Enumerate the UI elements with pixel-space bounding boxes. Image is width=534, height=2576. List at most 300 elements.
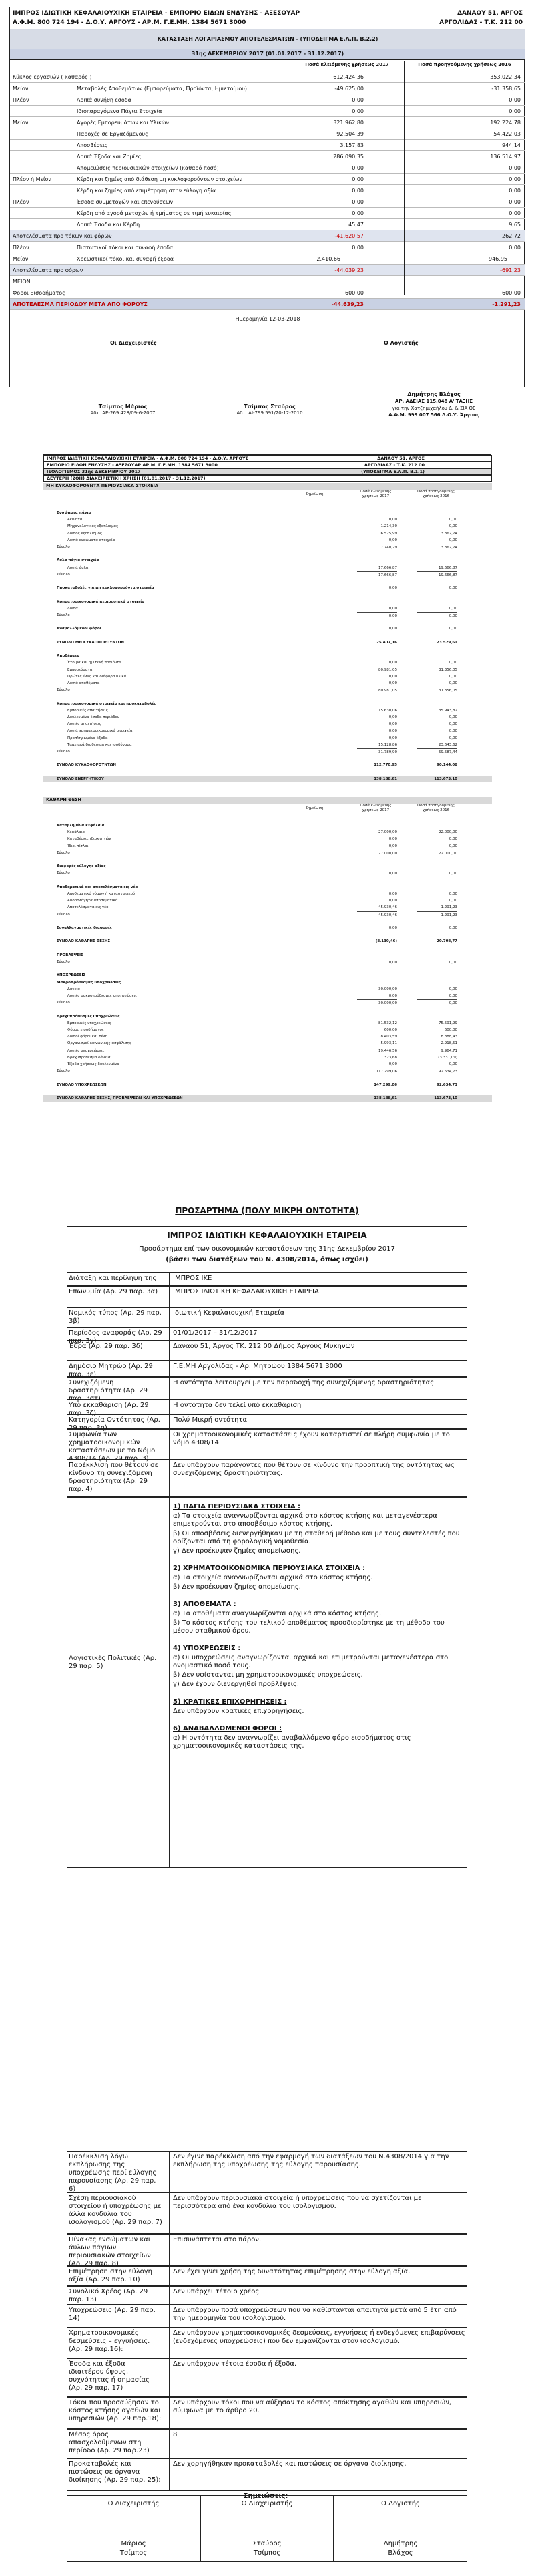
appendix-key: Μέσος όρος απασχολούμενων στη περίοδο (Αρ. 29 παρ.23) (69, 2431, 150, 2454)
statement-title: ΚΑΤΑΣΤΑΣΗ ΛΟΓΑΡΙΑΣΜΟΥ ΑΠΟΤΕΛΕΣΜΑΤΩΝ - (ΥΠΟΔΕΙΓΜΑ Ε.Λ.Π. Β.2.2) (10, 29, 525, 50)
balance-value-2016: 0,00 (449, 736, 457, 740)
appendix-value: Δεν υπάρχουν τέτοια έσοδα ή έξοδα. (173, 2360, 297, 2368)
income-row (10, 128, 525, 140)
income-row (10, 151, 525, 162)
income-row (10, 208, 525, 219)
appendix-value: Δαναού 51, Άργος ΤΚ. 212 00 Δήμος Άργους Μυκηνών (173, 1343, 355, 1350)
balance-label: Προπληρωμένα έξοδα (67, 736, 108, 740)
balance-label: Αφορολόγητα αποθεματικά (67, 899, 118, 903)
appendix-row (67, 2327, 467, 2358)
balance-value-2016: 0,00 (449, 837, 457, 842)
value-2016: 136.514,97 (490, 154, 521, 160)
balance-value-2016: 0,00 (449, 715, 457, 719)
balance-value-2017: 0,00 (388, 722, 397, 727)
appendix-header (67, 1226, 467, 1273)
balance-value-2017: -45.930,46 (357, 911, 397, 919)
income-statement (9, 7, 525, 387)
appendix-value: ΙΜΠΡΟΣ ΙΔΙΩΤΙΚΗ ΚΕΦΑΛΑΙΟΥΧΙΚΗ ΕΤΑΙΡΕΙΑ (173, 1288, 319, 1295)
balance-row (43, 693, 492, 700)
appendix-value: ΙΜΠΡΟΣ ΙΚΕ (173, 1275, 212, 1282)
appendix-row (67, 1286, 467, 1307)
col-header-2016: Ποσά προηγούμενης χρήσεως 2016 (418, 62, 511, 67)
balance-value-2017: 27.000,00 (357, 850, 397, 857)
value-2017: 45,47 (348, 222, 364, 228)
balance-row (43, 1040, 492, 1047)
divider (404, 61, 405, 295)
divider (169, 1361, 170, 1376)
balance-value-2016: 19.666,87 (439, 565, 457, 570)
balance-value-2016: 0,00 (449, 538, 457, 542)
income-row (10, 174, 525, 185)
appendix-value: Η οντότητα δεν τελεί υπό εκκαθάριση (173, 1402, 302, 1409)
bs-col-2017-2: Ποσά κλειόμενης χρήσεως 2017 (360, 804, 392, 812)
value-2016: 0,00 (509, 108, 521, 114)
appendix-row (67, 1429, 467, 1460)
row-description: Ιδιοπαραγόμενα Πάγια Στοιχεία (77, 108, 162, 114)
company-name: ΙΜΠΡΟΣ ΙΔΙΩΤΙΚΗ ΚΕΦΑΛΑΙΟΥΧΙΚΗ ΕΤΑΙΡΕΙΑ - ΕΜΠΟΡΙΟ ΕΙΔΩΝ ΕΝΔΥΣΗΣ - ΑΞΕΣΟΥΑΡ (13, 10, 300, 17)
bs-col-2016: Ποσά προηγούμενης χρήσεως 2016 (417, 490, 455, 498)
row-label: Μείον (13, 120, 29, 126)
balance-label: Λοιπές υποχρεώσεις (67, 1048, 105, 1053)
value-2016: 946,95 (489, 256, 507, 262)
balance-row (43, 884, 492, 891)
balance-value-2016: 0,00 (449, 892, 457, 896)
signature-block (9, 389, 525, 453)
bs-address: ΔΑΝΑΟΥ 51, ΑΡΓΟΣ (377, 456, 425, 461)
balance-label: Λοιπά ενσώματα στοιχεία (67, 538, 115, 542)
value-2016: 0,00 (509, 210, 521, 216)
balance-value-2016: 0,00 (449, 926, 457, 930)
income-row (10, 265, 525, 276)
row-label: Πλέον (13, 245, 29, 251)
balance-value-2017: 25.407,16 (376, 640, 397, 645)
income-row (10, 230, 525, 242)
appendix-value: Η οντότητα λειτουργεί με την παραδοχή της συνεχιζόμενης δραστηριότητας (173, 1379, 435, 1386)
appendix-row (67, 1460, 467, 1497)
balance-row (43, 653, 492, 659)
value-2017: 286.090,35 (333, 154, 364, 160)
balance-row (43, 565, 492, 571)
balance-row (43, 1048, 492, 1054)
balance-row (43, 999, 492, 1006)
income-row (10, 196, 525, 208)
balance-value-2017: 0,00 (388, 994, 397, 998)
balance-value-2016: 0,00 (449, 627, 457, 631)
bs-activity: ΕΜΠΟΡΙΟ ΕΙΔΩΝ ΕΝΔΥΣΗΣ - ΑΞΕΣΟΥΑΡ ΑΡ.Μ. Γ.Ε.ΜΗ. 1384 5671 3000 (47, 462, 218, 468)
appendix-key: Επιμέτρηση στην εύλογη αξία (Αρ. 29 παρ. 10) (69, 2268, 152, 2283)
appendix-row (67, 2429, 467, 2458)
value-2016: 9,65 (509, 222, 521, 228)
balance-value-2017: 0,00 (388, 729, 397, 734)
balance-value-2016: 0,00 (449, 524, 457, 529)
income-row (10, 276, 525, 287)
appendix-key: Συμφωνία των χρηματοοικονομικών καταστάσεων με το Νόμο 4308/14 (Αρ. 29 παρ. 3) (69, 1431, 156, 1462)
balance-value-2017: 15.128,86 (378, 742, 397, 747)
divider (169, 1430, 170, 1459)
value-2016: 0,00 (509, 97, 521, 103)
row-description: Λοιπά Έξοδα και Ζημίες (77, 154, 142, 160)
balance-row (43, 625, 492, 632)
divider (169, 1341, 170, 1360)
balance-label: Λοιποί φόροι και τέλη (67, 1035, 108, 1039)
balance-label: Βραχυπρόθεσμες υποχρεώσεις (57, 1014, 120, 1019)
balance-label: Ίδιοι τίτλοι (67, 844, 89, 848)
balance-label: Συναλλαγματικές διαφορές (57, 926, 113, 930)
balance-label: ΣΥΝΟΛΟ ΚΑΘΑΡΗΣ ΘΕΣΗΣ (57, 939, 111, 944)
balance-value-2016: 92.634,73 (437, 1082, 457, 1087)
divider (169, 2287, 170, 2304)
balance-label: Βραχυπρόθεσμα δάνεια (67, 1055, 111, 1060)
balance-row (43, 1020, 492, 1027)
appendix-key: Σημειώσεις: (243, 2492, 288, 2500)
appendix-key: Συνολικό Χρέος (Αρ. 29 παρ. 13) (69, 2288, 148, 2303)
balance-value-2016: 75.591,99 (439, 1021, 457, 1025)
balance-label: Πρώτες ύλες και διάφορα υλικά (67, 674, 127, 679)
balance-row (43, 843, 492, 850)
appendix-row (67, 1273, 467, 1286)
balance-row (43, 836, 492, 842)
bs-title: ΙΣΟΛΟΓΙΣΜΟΣ 31ης ΔΕΚΕΜΒΡΙΟΥ 2017 (47, 469, 141, 474)
value-2017: -49.625,00 (334, 86, 364, 92)
balance-value-2017: 147.299,06 (374, 1082, 397, 1087)
appendix-value: 01/01/2017 – 31/12/2017 (173, 1329, 258, 1337)
divider (169, 1308, 170, 1327)
balance-row (43, 1033, 492, 1040)
balance-label: ΣΥΝΟΛΟ ΚΥΚΛΟΦΟΡΟΥΝΤΩΝ (57, 763, 116, 768)
signature-title: Ο Διαχειριστής (241, 2500, 293, 2507)
balance-label: ΥΠΟΧΡΕΩΣΕΙΣ (57, 973, 86, 978)
balance-row (43, 612, 492, 619)
balance-row (43, 1068, 492, 1074)
balance-label: Αποθεματικό νόμων ή καταστατικού (67, 892, 136, 896)
balance-row (43, 659, 492, 666)
policy-text: α) Η οντότητα δεν αναγνωρίζει αναβαλλόμενο φόρο εισοδήματος στις χρηματοοικονομικές καταστάσεις της. (173, 1734, 411, 1750)
appendix-value: Πολύ Μικρή οντότητα (173, 1416, 248, 1424)
balance-label: Έξοδα χρήσεως δουλευμένα (67, 1062, 119, 1066)
appendix-value: Δεν χορηγήθηκαν προκαταβολές και πιστώσεις σε όργανα διοίκησης. (173, 2460, 407, 2468)
row-label: Φόροι Εισοδήματος (13, 290, 65, 296)
income-row (10, 219, 525, 230)
balance-value-2017: 0,00 (388, 736, 397, 740)
appendix-value: Δεν έγινε παρέκκλιση από την εφαρμογή των διατάξεων του Ν.4308/2014 για την εκπλήρωση της υποχρέωσης της εύλογης παρουσίασης. (173, 2153, 449, 2168)
balance-value-2016: 20.708,77 (437, 939, 457, 944)
accountant-afm: Α.Φ.Μ. 999 007 566 Δ.Ο.Υ. Άργους (388, 412, 479, 418)
balance-label: Αποτελέσματα εις νέο (67, 905, 109, 910)
balance-label: Λοιπός εξοπλισμός (67, 531, 103, 536)
balance-value-2017: 0,00 (357, 959, 397, 966)
row-description: Κέρδη και ζημίες από διάθεση μη κυκλοφορούντων στοιχείων (77, 176, 242, 182)
row-description: Κέρδη από αγορά μετοχών ή τμήματος σε τιμή ευκαιρίας (77, 210, 232, 216)
appendix-key: Παρέκκλιση που θέτουν σε κίνδυνο τη συνεχιζόμενη δραστηριότητα (Αρ. 29 παρ. 4) (69, 1462, 158, 1493)
appendix-row (67, 1327, 467, 1345)
income-statement-header (10, 7, 525, 29)
balance-label: Μηχανολογικός εξοπλισμός (67, 524, 119, 529)
balance-value-2017: 0,00 (357, 870, 397, 877)
balance-label: Καταθέσεις ιδιοκτητών (67, 837, 111, 842)
appendix-row (67, 2266, 467, 2286)
appendix-value: Γ.Ε.ΜΗ Αργολίδας - Αρ. Μητρώου 1384 5671 3000 (173, 1363, 342, 1370)
appendix-key: Υπό εκκαθάριση (Αρ. 29 παρ. 3ζ) (69, 1402, 149, 1417)
balance-value-2016: 113.673,10 (434, 1096, 457, 1100)
balance-label: Σύνολο (57, 871, 70, 876)
appendix-value: Ιδιωτική Κεφαλαιουχική Εταιρεία (173, 1309, 285, 1317)
appendix-key: Πίνακας ενσώματων και άυλων πάγιων περιουσιακών στοιχείων (Αρ. 29 παρ. 8) (69, 2236, 151, 2267)
divider (169, 1287, 170, 1307)
balance-row (43, 516, 492, 523)
value-2017: 600,00 (345, 290, 364, 296)
row-label: Πλέον (13, 97, 29, 103)
balance-value-2017: 1.214,30 (380, 524, 397, 529)
bs-col-note-2: Σημείωση (305, 806, 324, 810)
balance-row (43, 755, 492, 762)
value-2017: -44.039,23 (334, 267, 364, 273)
balance-value-2017: 138.188,61 (374, 776, 397, 781)
signature-cell (67, 2495, 200, 2562)
appendix-key: Λογιστικές Πολιτικές (Αρ. 29 παρ. 5) (69, 1655, 157, 1670)
value-2017: 0,00 (352, 108, 364, 114)
policy-text: Δεν υπάρχουν κρατικές επιχορηγήσεις. (173, 1708, 304, 1715)
balance-value-2016: 23.529,61 (437, 640, 457, 645)
balance-row (43, 897, 492, 904)
balance-label: Σύνολο (57, 545, 70, 549)
signature-first-name: Σταύρος (252, 2540, 282, 2547)
balance-label: Λοιπά χρηματοοικονομικά στοιχεία (67, 729, 133, 734)
balance-row (43, 965, 492, 972)
balance-value-2017: 0,00 (388, 844, 397, 848)
balance-value-2017: 80.981,05 (378, 667, 397, 672)
appendix-row (67, 2458, 467, 2490)
balance-row (43, 1027, 492, 1033)
balance-label: Χρηματοοικονομικά περιουσιακά στοιχεία (57, 599, 145, 604)
balance-row (43, 578, 492, 585)
sign-managers: Οι Διαχειριστές (110, 340, 157, 346)
row-description: Αγορές Εμπορευμάτων και Υλικών (77, 120, 169, 126)
appendix-value: Δεν υπάρχουν παράγοντες που θέτουν σε κίνδυνο την προοπτική της οντότητας ως συνεχιζόμενης δραστηριότητας. (173, 1462, 455, 1477)
balance-value-2016: 8.888,43 (441, 1035, 457, 1039)
signature-first-name: Δημήτρης (383, 2540, 418, 2547)
balance-row (43, 945, 492, 952)
balance-value-2017: 0,00 (388, 1062, 397, 1066)
balance-value-2017: 0,00 (388, 681, 397, 685)
appendix-key: Συνεχιζόμενη δραστηριότητα (Αρ. 29 παρ. 3στ) (69, 1379, 148, 1402)
balance-label: Φόρος εισοδήματος (67, 1028, 105, 1032)
balance-value-2017: 0,00 (388, 518, 397, 522)
balance-value-2016: 0,00 (417, 870, 457, 877)
balance-value-2017: 27.000,00 (378, 830, 397, 835)
balance-value-2016: 19.666,87 (417, 571, 457, 579)
appendix-row (67, 2234, 467, 2266)
value-2016: 353.022,34 (490, 74, 521, 80)
divider (169, 1273, 170, 1285)
income-row (10, 162, 525, 174)
appendix-row (67, 2305, 467, 2327)
bs-header-3 (43, 468, 492, 475)
value-2017: 321.962,80 (333, 120, 364, 126)
balance-value-2016: 0,00 (449, 722, 457, 727)
balance-value-2017: 30.000,00 (357, 999, 397, 1007)
policy-text: β) Δεν προέκυψαν ζημίες απομείωσης. (173, 1583, 301, 1591)
value-2017: 0,00 (352, 245, 364, 251)
balance-value-2016: 23.643,62 (439, 742, 457, 747)
balance-value-2017: (8.130,46) (375, 939, 397, 944)
balance-row (43, 1088, 492, 1095)
balance-row (43, 599, 492, 605)
signature-last-name: Τσίμπος (253, 2549, 281, 2557)
value-2017: -44.639,23 (331, 301, 364, 307)
balance-row (43, 870, 492, 876)
balance-row (43, 646, 492, 653)
row-description: Κέρδη και ζημίες από επιμέτρηση στην εύλογη αξία (77, 188, 216, 194)
signature-cell (200, 2495, 334, 2562)
accountant-firm: για την Χατζημιχαήλου Δ. & ΣΙΑ ΟΕ (392, 406, 476, 411)
balance-value-2016: 0,00 (449, 661, 457, 665)
balance-value-2017: 30.000,00 (378, 987, 397, 991)
balance-label: Σύνολο (57, 1001, 70, 1005)
row-description: Μεταβολές Αποθεμάτων (Εμπορεύματα, Προϊόντα, Ημιετοίμου) (77, 86, 247, 92)
balance-row (43, 1006, 492, 1013)
balance-value-2016: 0,00 (449, 987, 457, 991)
balance-label: Σύνολο (57, 912, 70, 917)
appendix-value: Δεν υπάρχει τέτοιο χρέος (173, 2288, 260, 2295)
balance-label: Δουλευμένα έσοδα περιόδου (67, 715, 120, 719)
balance-row (43, 721, 492, 728)
bs-header-1 (43, 455, 492, 462)
balance-row (43, 925, 492, 931)
balance-label: Σύνολο (57, 572, 70, 577)
balance-value-2017: 8.403,59 (380, 1035, 397, 1039)
income-row (10, 242, 525, 253)
appendix-key: Παρέκκλιση λόγω εκπλήρωσης της υποχρέωσης περί εύλογης παρουσίασης (Αρ. 29 παρ. 6) (69, 2153, 157, 2193)
balance-row (43, 1082, 492, 1088)
appendix-title: ΠΡΟΣΑΡΤΗΜΑ (ΠΟΛΥ ΜΙΚΡΗ ΟΝΤΟΤΗΤΑ) (175, 1206, 359, 1215)
divider (169, 1460, 170, 1496)
value-2017: 2.410,66 (316, 256, 340, 262)
balance-value-2017: 17.666,87 (357, 571, 397, 579)
balance-row (43, 769, 492, 776)
balance-label: Σύνολο (57, 688, 70, 693)
appendix-row (67, 1400, 467, 1417)
balance-value-2017: 0,00 (388, 926, 397, 930)
policy-text: β) Το κόστος κτήσης του τελικού αποθέματος προσδιορίστηκε με τη μέθοδο του μέσου σταθμικού όρου. (173, 1619, 445, 1635)
balance-row (43, 530, 492, 537)
balance-value-2016: 22.000,00 (439, 830, 457, 835)
balance-row (43, 877, 492, 884)
balance-row (43, 633, 492, 639)
balance-label: Σύνολο (57, 850, 70, 855)
balance-label: Έτοιμα και ημιτελή προϊόντα (67, 661, 122, 665)
policy-title: 4) ΥΠΟΧΡΕΩΣΕΙΣ : (173, 1645, 241, 1652)
divider (169, 2152, 170, 2192)
balance-value-2017: 0,00 (388, 586, 397, 591)
balance-label: Σύνολο (57, 750, 70, 754)
balance-label: Δάνεια (67, 987, 80, 991)
balance-row (43, 986, 492, 993)
balance-row (43, 707, 492, 714)
balance-row (43, 510, 492, 516)
row-label: Αποτελέσματα προ φόρων (13, 267, 83, 273)
balance-row (43, 605, 492, 612)
value-2017: 92.504,39 (336, 131, 364, 137)
appendix-law: (βάσει των διατάξεων του Ν. 4308/2014, όπως ισχύει) (166, 1256, 368, 1263)
appendix-key: Επωνυμία (Αρ. 29 παρ. 3α) (69, 1288, 158, 1295)
appendix-row-policies (67, 1497, 467, 1868)
balance-label: Καταβλημένα κεφάλαια (57, 824, 105, 828)
policy-title: 5) ΚΡΑΤΙΚΕΣ ΕΠΙΧΟΡΗΓΗΣΕΙΣ : (173, 1698, 287, 1706)
income-row (10, 117, 525, 128)
balance-row (43, 856, 492, 863)
balance-value-2017: 5.993,11 (380, 1041, 397, 1046)
balance-value-2017: 80.981,05 (357, 687, 397, 694)
row-label: ΜΕΙΟΝ : (13, 279, 34, 285)
row-description: Παροχές σε Εργαζόμενους (77, 131, 148, 137)
balance-value-2017: 0,00 (388, 606, 397, 611)
balance-value-2016: 0,00 (449, 729, 457, 734)
row-description: Έσοδα συμμετοχών και επενδύσεων (77, 199, 174, 205)
value-2016: 54.422,03 (493, 131, 521, 137)
row-label: ΑΠΟΤΕΛΕΣΜΑ ΠΕΡΙΟΔΟΥ ΜΕΤΑ ΑΠΟ ΦΟΡΟΥΣ (13, 301, 148, 307)
divider (169, 1400, 170, 1414)
balance-value-2016: 0,00 (449, 899, 457, 903)
signature-first-name: Μάριος (121, 2540, 146, 2547)
appendix-key: Νομικός τύπος (Αρ. 29 παρ. 3β) (69, 1309, 162, 1325)
balance-label: Εμπορικές υποχρεώσεις (67, 1021, 111, 1025)
policy-text: α) Τα στοιχεία αναγνωρίζονται αρχικά στο κόστος κτήσης και μεταγενέστερα επιμετρούνται στο αποσβέσιμο κόστος κτήσης. (173, 1512, 437, 1528)
balance-row (43, 571, 492, 578)
appendix-key: Κατηγορία Οντότητας (Αρ. 29 παρ. 3η) (69, 1416, 160, 1432)
balance-value-2016: 0,00 (449, 606, 457, 611)
value-2016: -1.291,23 (492, 301, 521, 307)
balance-label: Αποθεματικά και αποτελέσματα εις νέο (57, 884, 138, 889)
balance-row (43, 687, 492, 693)
balance-value-2017: 138.188,61 (374, 1096, 397, 1100)
balance-label: Οργανισμοί κοινωνικής ασφάλισης (67, 1041, 132, 1046)
balance-value-2017: -45.930,46 (377, 905, 397, 910)
value-2017: -41.620,57 (334, 233, 364, 239)
appendix-key: Περίοδος αναφοράς (Αρ. 29 παρ. 3γ) (69, 1329, 162, 1345)
appendix-value: Δεν υπάρχουν χρηματοοικονομικές δεσμεύσεις, εγγυήσεις ή ενδεχόμενες επιβαρύνσεις (ενδεχόμενες υποχρεώσεις) που δεν εμφανίζονται στον ισολογισμό. (173, 2329, 465, 2345)
balance-row (43, 891, 492, 897)
policy-title: 2) ΧΡΗΜΑΤΟΟΙΚΟΝΟΜΙΚΑ ΠΕΡΙΟΥΣΙΑΚΑ ΣΤΟΙΧΕΙΑ : (173, 1565, 366, 1572)
balance-row (43, 829, 492, 836)
appendix-key: Δημόσιο Μητρώο (Αρ. 29 παρ. 3ε) (69, 1363, 153, 1378)
value-2017: 0,00 (352, 188, 364, 194)
balance-label: Λοιπά άυλα (67, 565, 89, 570)
balance-value-2017: 0,00 (388, 627, 397, 631)
balance-row (43, 1061, 492, 1068)
balance-row (43, 979, 492, 986)
balance-value-2017: 112.770,95 (374, 763, 397, 768)
assets-title: ΜΗ ΚΥΚΛΟΦΟΡΟΥΝΤΑ ΠΕΡΙΟΥΣΙΑΚΑ ΣΤΟΙΧΕΙΑ (43, 483, 492, 490)
appendix-signatures (67, 2495, 467, 2562)
value-2016: -31.358,65 (491, 86, 521, 92)
balance-row (43, 918, 492, 925)
balance-value-2016: 0,00 (449, 681, 457, 685)
balance-value-2016: 31.356,05 (417, 687, 457, 694)
appendix-row (67, 2286, 467, 2305)
balance-row (43, 585, 492, 591)
value-2016: 0,00 (509, 165, 521, 171)
balance-row (43, 959, 492, 965)
balance-row (43, 680, 492, 687)
row-label: Μείον (13, 256, 29, 262)
appendix-subtitle: Προσάρτημα επί των οικονομικών καταστάσεων της 31ης Δεκεμβρίου 2017 (139, 1245, 395, 1253)
appendix-row (67, 2358, 467, 2397)
appendix-value: 8 (173, 2431, 178, 2438)
value-2016: 0,00 (509, 245, 521, 251)
balance-value-2017: 0,00 (388, 899, 397, 903)
bs-template: (ΥΠΟΔΕΙΓΜΑ Ε.Λ.Π. Β.1.1) (361, 469, 425, 474)
appendix-row (67, 2397, 467, 2429)
